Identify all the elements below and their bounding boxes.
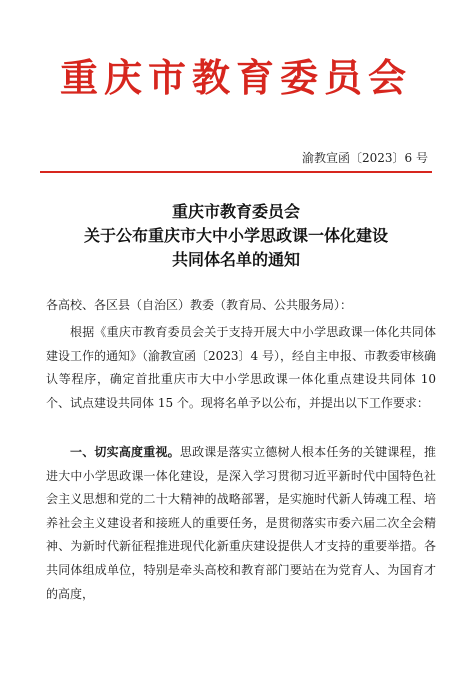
notice-title-line-2: 关于公布重庆市大中小学思政课一体化建设 <box>83 226 388 245</box>
red-divider-line <box>40 171 432 173</box>
salutation: 各高校、各区县（自治区）教委（教育局、公共服务局）： <box>46 298 353 312</box>
body-paragraph-1: 根据《重庆市教育委员会关于支持开展大中小学思政课一体化共同体建设工作的通知》（渝教宣函〔2023〕4 号），经自主申报、市教委审核确认等程序，确定首批重庆市大中小学思政课一体化重点建设共同体 10 个、试点建设共同体 15 个。现将名单予以公布，并提出以下工作要求： <box>46 325 436 410</box>
notice-title-line-3: 共同体名单的通知 <box>171 250 300 269</box>
body-paragraph-2 <box>46 441 436 606</box>
section-body-1: 思政课是落实立德树人根本任务的关键课程，推进大中小学思政课一体化建设，是深入学习贯彻习近平新时代中国特色社会主义思想和党的二十大精神的战略部署，是实施时代新人铸魂工程、培养社会主义建设者和接班人的重要任务，是贯彻落实市委六届二次全会精神、为新时代新征程推进现代化新重庆建设提供人才支持的重要举措。各共同体组成单位，特别是牵头高校和教育部门要站在为党育人、为国育才的高度， <box>46 445 436 601</box>
document-number: 渝教宣函〔2023〕6 号 <box>302 151 428 165</box>
notice-title-line-1: 重庆市教育委员会 <box>171 202 300 221</box>
section-heading-1: 一、切实高度重视。 <box>70 445 180 459</box>
letterhead-title: 重庆市教育委员会 <box>59 56 412 100</box>
